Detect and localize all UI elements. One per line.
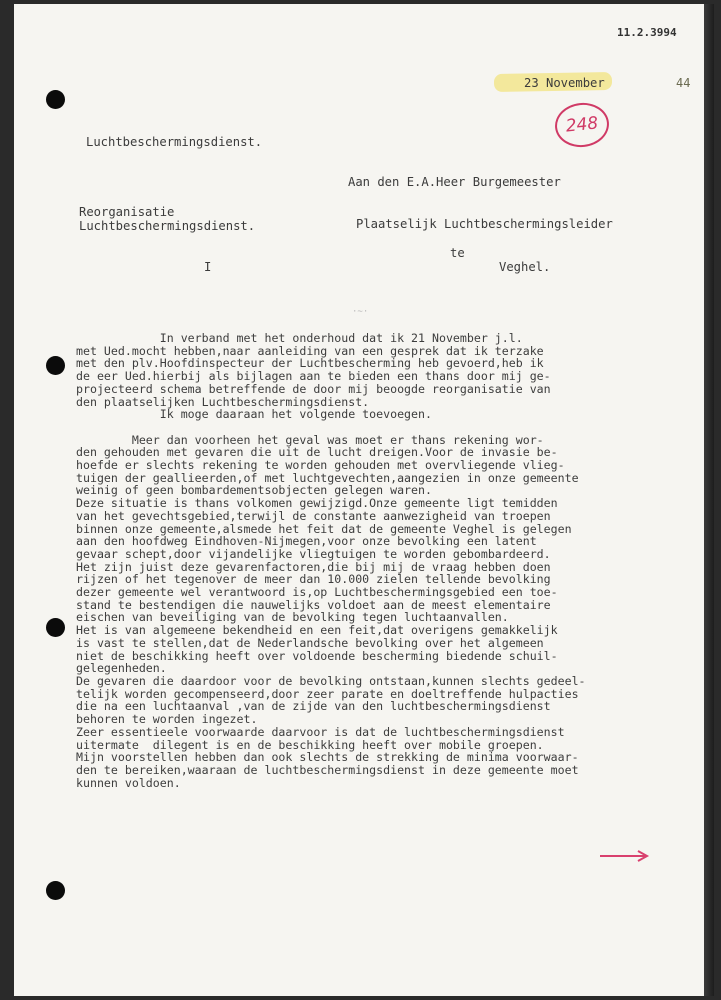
body-line: In verband met het onderhoud dat ik 21 November j.l.: [76, 331, 523, 345]
body-line: Meer dan voorheen het geval was moet er thans rekening wor-: [76, 432, 544, 447]
continuation-arrow-icon: [598, 848, 652, 864]
body-line: tuigen der geallieerden,of met luchtgevechten,aangezien in onze gemeente: [76, 470, 579, 485]
page-edge-shadow: [704, 4, 714, 996]
body-line: Ik moge daaraan het volgende toevoegen.: [76, 407, 432, 422]
punch-hole: [46, 881, 65, 900]
addressee-line-2: Plaatselijk Luchtbeschermingsleider: [356, 217, 613, 231]
body-line: telijk worden gecompenseerd,door zeer parate en doeltreffende hulpacties: [76, 686, 579, 701]
body-line: Deze situatie is thans volkomen gewijzigd.Onze gemeente ligt temidden: [76, 496, 558, 511]
punch-hole: [46, 618, 65, 637]
body-line: niet de beschikking heeft over voldoende bescherming biedende schuil-: [76, 648, 558, 663]
body-line: binnen onze gemeente,alsmede het feit dat de gemeente Veghel is gelegen: [76, 521, 572, 536]
body-line: weinig of geen bombardementsobjecten gelegen waren.: [76, 483, 432, 498]
body-line: den gehouden met gevaren die uit de lucht dreigen.Voor de invasie be-: [76, 445, 558, 460]
body-line: [76, 421, 696, 434]
page-mark: 44: [676, 76, 691, 90]
letter-body: [76, 332, 696, 789]
punch-hole: [46, 356, 65, 375]
body-line: Zeer essentieele voorwaarde daarvoor is dat de luchtbeschermingsdienst: [76, 724, 565, 739]
body-line: Het is van algemeene bekendheid en een feit,dat overigens gemakkelijk: [76, 623, 558, 638]
body-line: is vast te stellen,dat de Nederlandsche bevolking over het algemeen: [76, 635, 544, 650]
body-line: rijzen of het tegenover de meer dan 10.000 zielen tellende bevolking: [76, 572, 551, 587]
body-line: den te bereiken,waaraan de luchtbeschermingsdienst in deze gemeente moet: [76, 762, 579, 777]
subject-roman-numeral: I: [204, 260, 212, 274]
body-line: De gevaren die daardoor voor de bevolking ontstaan,kunnen slechts gedeel-: [76, 673, 586, 688]
body-line: Mijn voorstellen hebben dan ook slechts de strekking de minima voorwaar-: [76, 750, 579, 765]
body-line: behoren te worden ingezet.: [76, 712, 258, 727]
body-line: die na een luchtaanval ,van de zijde van den luchtbeschermingsdienst: [76, 699, 551, 714]
body-line: hoefde er slechts rekening te worden gehouden met overvliegende vlieg-: [76, 458, 565, 473]
body-line: kunnen voldoen.: [76, 775, 181, 790]
addressee-line-1: Aan den E.A.Heer Burgemeester: [348, 175, 561, 189]
date: 23 November: [524, 76, 605, 90]
body-line: dezer gemeente wel verantwoord is,op Luchtbeschermingsgebied een toe-: [76, 585, 558, 600]
sender: Luchtbeschermingsdienst.: [86, 135, 263, 149]
addressee-line-3: te: [450, 246, 465, 260]
body-line: stand te bestendigen die nauwelijks voldoet aan de meest elementaire: [76, 597, 551, 612]
body-line: met Ued.mocht hebben,naar aanleiding van een gesprek dat ik terzake: [76, 343, 544, 358]
punch-hole: [46, 90, 65, 109]
body-line: gelegenheden.: [76, 661, 167, 676]
archive-number: 11.2.3994: [617, 26, 677, 39]
addressee-line-4: Veghel.: [499, 260, 551, 274]
body-line: uitermate dilegent is en de beschikking heeft over mobile groepen.: [76, 737, 544, 752]
stamp-label: 248: [564, 113, 600, 137]
subject-line-1: Reorganisatie: [79, 205, 175, 219]
body-line: den plaatselijken Luchtbeschermingsdienst.: [76, 394, 370, 409]
body-line: met den plv.Hoofdinspecteur der Luchtbescherming heb gevoerd,heb ik: [76, 356, 544, 371]
body-line: Het zijn juist deze gevarenfactoren,die bij mij de vraag hebben doen: [76, 559, 551, 574]
body-line: van het gevechtsgebied,terwijl de constante aanwezigheid van troepen: [76, 508, 551, 523]
body-line: aan den hoofdweg Eindhoven-Nijmegen,voor onze bevolking een latent: [76, 534, 537, 549]
body-line: projecteerd schema betreffende de door mij beoogde reorganisatie van: [76, 381, 551, 396]
ink-smudge: ·~·: [352, 307, 369, 317]
body-line: de eer Ued.hierbij als bijlagen aan te bieden een thans door mij ge-: [76, 369, 551, 384]
subject-line-2: Luchtbeschermingsdienst.: [79, 219, 256, 233]
body-line: eischen van beveiliging van de bevolking tegen luchtaanvallen.: [76, 610, 509, 625]
body-line: gevaar schept,door vijandelijke vliegtuigen te worden gebombardeerd.: [76, 546, 551, 561]
